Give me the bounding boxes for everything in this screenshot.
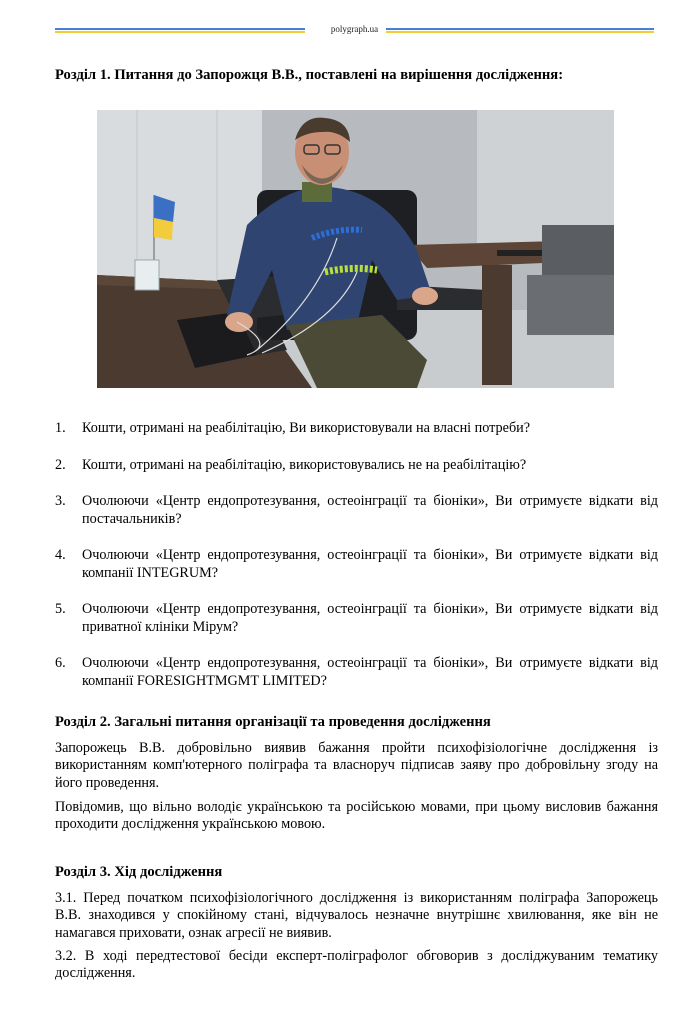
- list-item: [55, 547, 658, 582]
- item-number: 5.: [55, 601, 66, 617]
- item-text: Очолюючи «Центр ендопротезування, остеоінграції та біоніки», Ви отримуєте відкати від компанії FORESIGHTMGMT LIMITED?: [82, 655, 658, 689]
- item-number: 4.: [55, 547, 66, 563]
- item-number: 1.: [55, 420, 66, 436]
- section2-title: Розділ 2. Загальні питання організації та проведення дослідження: [55, 714, 491, 730]
- section1-title: Розділ 1. Питання до Запорожця В.В., поставлені на вирішення дослідження:: [55, 67, 564, 83]
- item-number: 2.: [55, 456, 66, 473]
- item-text: Очолюючи «Центр ендопротезування, остеоінграції та біоніки», Ви отримуєте відкати від компанії INTEGRUM?: [82, 547, 658, 581]
- list-item: [55, 493, 658, 528]
- item-text: Очолюючи «Центр ендопротезування, остеоінграції та біоніки», Ви отримуєте відкати від постачальників?: [82, 493, 658, 527]
- item-number: 3.: [55, 493, 66, 509]
- list-item: [55, 601, 658, 636]
- questions-list: [55, 420, 658, 709]
- item-number: 6.: [55, 655, 66, 671]
- item-text: Кошти, отримані на реабілітацію, Ви використовували на власні потреби?: [82, 420, 531, 436]
- polygraph-photo: [97, 110, 614, 388]
- item-text: Кошти, отримані на реабілітацію, використовувались не на реабілітацію?: [82, 456, 527, 473]
- section3-paragraph-2: 3.2. В ході передтестової бесіди експерт-поліграфолог обговорив з досліджуваним тематику дослідження.: [55, 948, 658, 982]
- page-header: [55, 22, 654, 40]
- header-site: polygraph.ua: [330, 24, 379, 34]
- section3-title: Розділ 3. Хід дослідження: [55, 864, 223, 880]
- section2-paragraph-2: Повідомив, що вільно володіє українською та російською мовами, при цьому висловив бажання проходити дослідження українською мовою.: [55, 799, 658, 833]
- header-rule-right: [386, 28, 654, 33]
- list-item: [55, 457, 658, 475]
- section2-paragraph-1: Запорожець В.В. добровільно виявив бажання пройти психофізіологічне дослідження із використанням комп'ютерного поліграфа та власноруч підписав заяву про добровільну згоду на його проведення.: [55, 740, 658, 791]
- item-text: Очолюючи «Центр ендопротезування, остеоінграції та біоніки», Ви отримуєте відкати від приватної клініки Мірум?: [82, 601, 658, 635]
- section3-paragraph-1: 3.1. Перед початком психофізіологічного дослідження із використанням поліграфа Запорожець В.В. знаходився у спокійному стані, відчувалось незначне внутрішнє хвилювання, яке він не намагався приховати, ознак агресії не виявив.: [55, 890, 658, 941]
- list-item: [55, 420, 658, 438]
- list-item: [55, 655, 658, 690]
